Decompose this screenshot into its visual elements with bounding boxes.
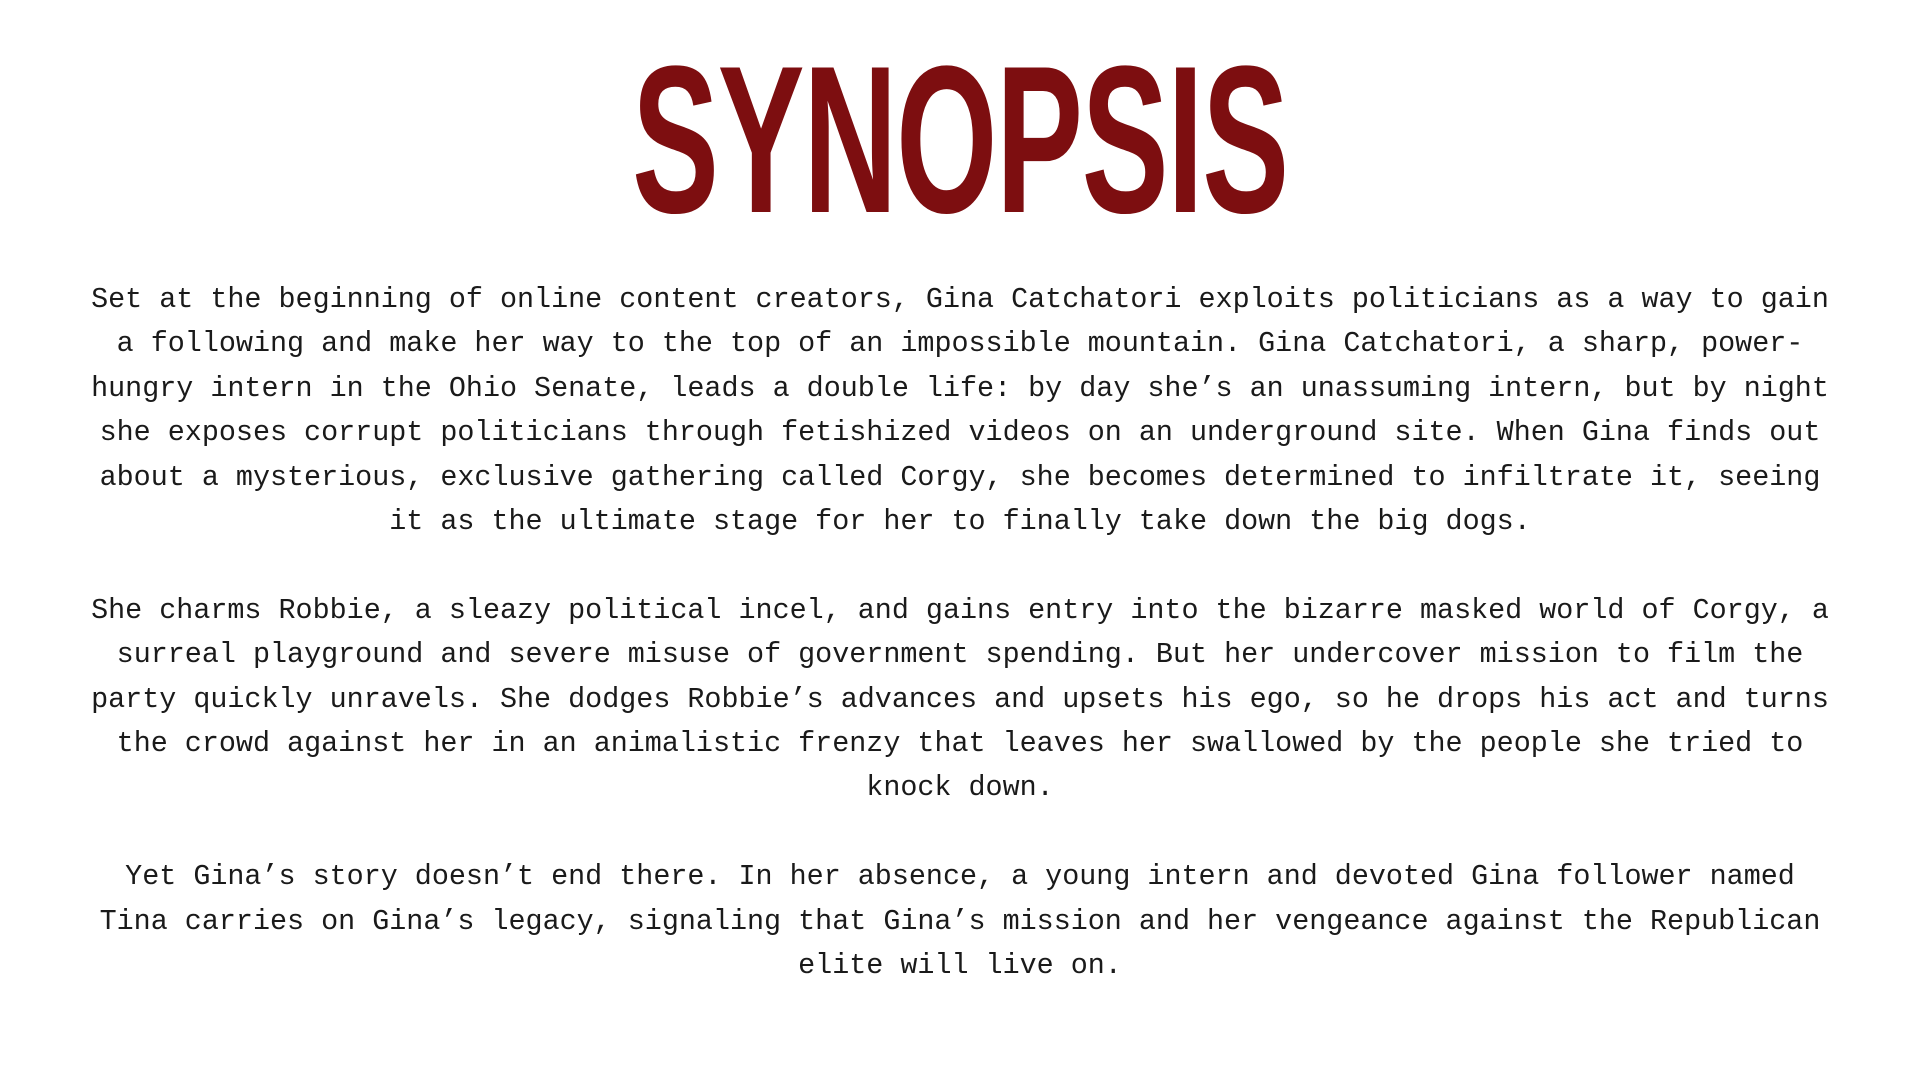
synopsis-paragraph-3: Yet Gina’s story doesn’t end there. In her absence, a young intern and devoted Gina follower named Tina carries on Gina’s legacy, signaling that Gina’s mission and her vengeance against the Republican elite will live on. <box>99 860 1821 983</box>
synopsis-body <box>90 278 1830 1033</box>
synopsis-paragraph-1: Set at the beginning of online content creators, Gina Catchatori exploits politicians as a way to gain a following and make her way to the top of an impossible mountain. Gina Catchatori, a sharp, power-hungry intern in the Ohio Senate, leads a double life: by day she’s an unassuming intern, but by night she exposes corrupt politicians through fetishized videos on an underground site. When Gina finds out about a mysterious, exclusive gathering called Corgy, she becomes determined to infiltrate it, seeing it as the ultimate stage for her to finally take down the big dogs. <box>91 283 1829 539</box>
synopsis-paragraph-2: She charms Robbie, a sleazy political incel, and gains entry into the bizarre masked world of Corgy, a surreal playground and severe misuse of government spending. But her undercover mission to film the party quickly unravels. She dodges Robbie’s advances and upsets his ego, so he drops his act and turns the crowd against her in an animalistic frenzy that leaves her swallowed by the people she tried to knock down. <box>91 593 1829 805</box>
page-title: SYNOPSIS <box>632 22 1288 257</box>
